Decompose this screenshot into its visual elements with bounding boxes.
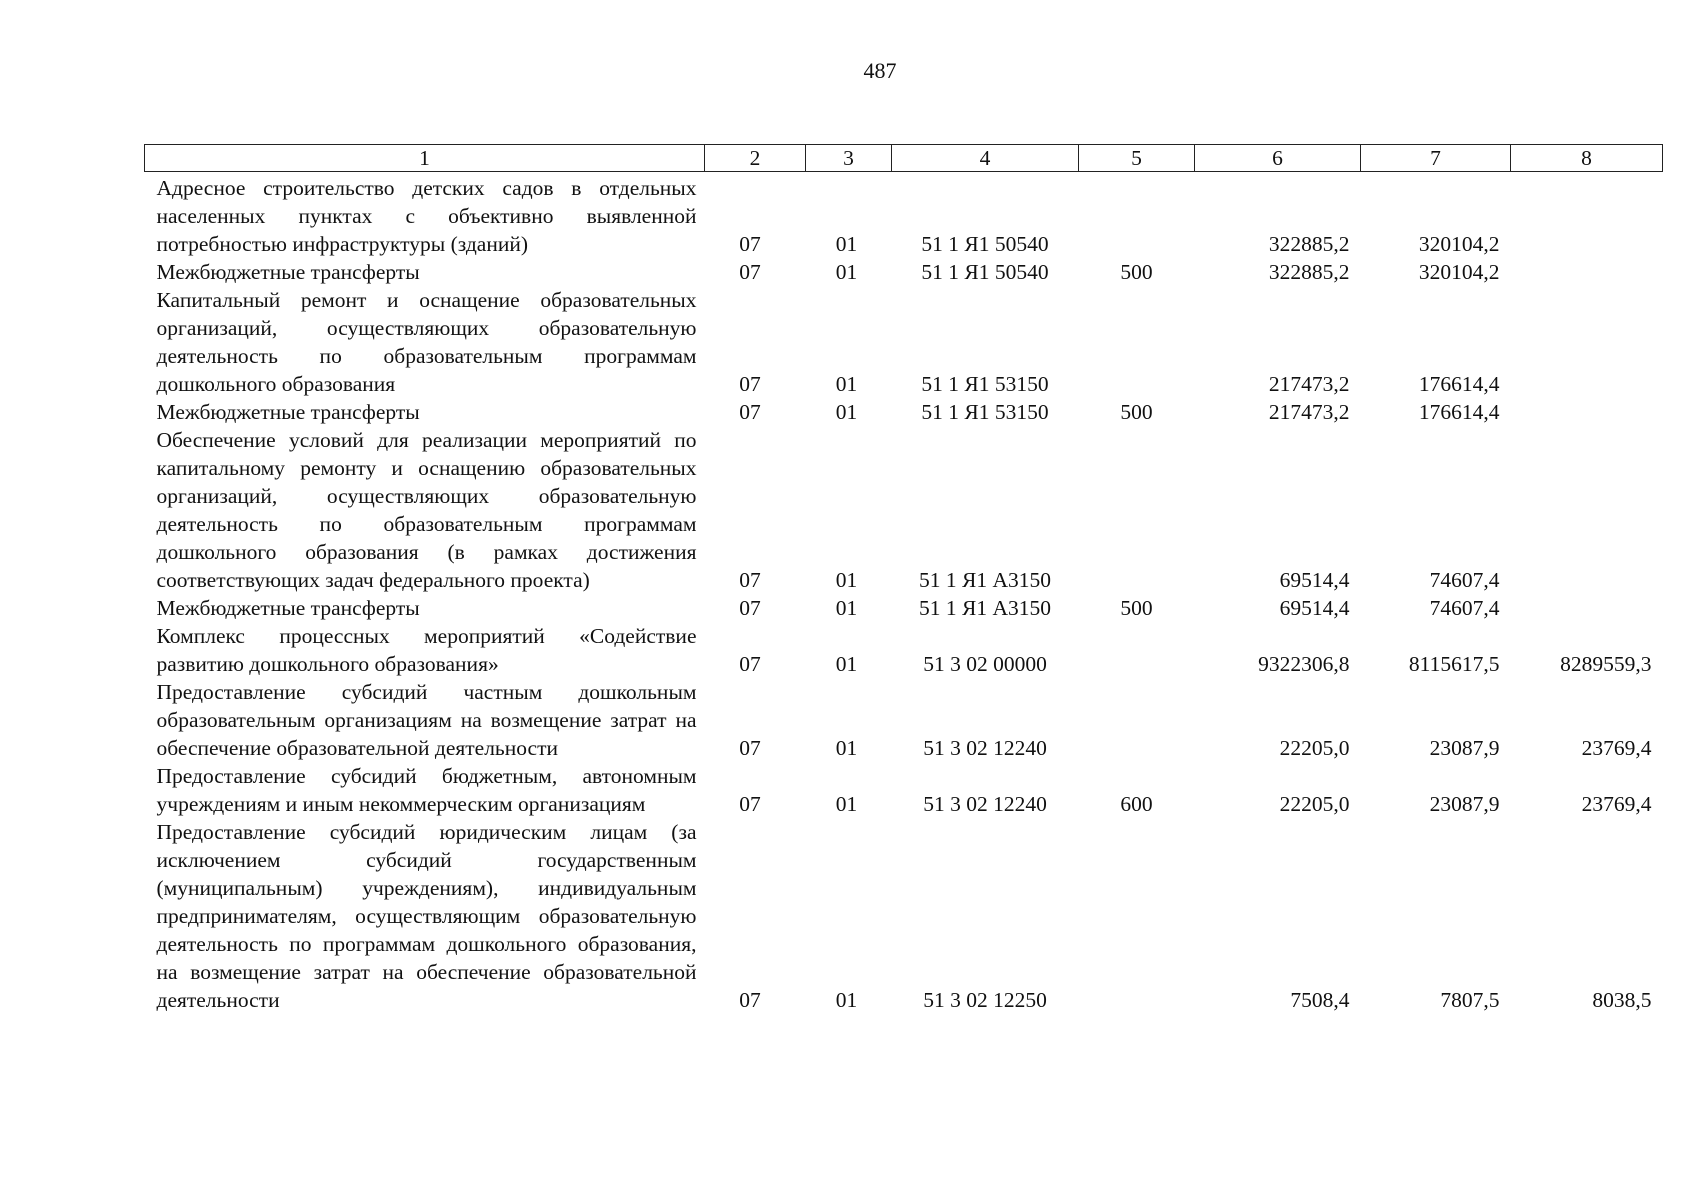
column-header: 1 [145, 145, 705, 172]
amount-col-8 [1511, 172, 1663, 259]
item-name: Межбюджетные трансферты [156, 260, 420, 284]
column-header: 2 [705, 145, 806, 172]
amount-col-8: 8038,5 [1592, 988, 1652, 1012]
section-code: 07 [739, 988, 761, 1012]
column-header: 3 [806, 145, 892, 172]
table-row [145, 678, 1663, 762]
column-header: 4 [892, 145, 1079, 172]
amount-col-8 [1511, 398, 1663, 426]
section-code: 07 [739, 400, 761, 424]
target-article-code: 51 3 02 12250 [923, 988, 1047, 1012]
amount-col-6: 22205,0 [1279, 792, 1350, 816]
amount-col-6: 217473,2 [1268, 400, 1350, 424]
target-article-code: 51 1 Я1 50540 [921, 232, 1049, 256]
column-header: 8 [1511, 145, 1663, 172]
section-code: 07 [739, 596, 761, 620]
target-article-code: 51 1 Я1 53150 [921, 400, 1049, 424]
target-article-code: 51 1 Я1 50540 [921, 260, 1049, 284]
item-name: Межбюджетные трансферты [156, 400, 420, 424]
target-article-code: 51 3 02 00000 [923, 652, 1047, 676]
item-name: Межбюджетные трансферты [156, 596, 420, 620]
amount-col-8 [1511, 258, 1663, 286]
table-row [145, 172, 1663, 259]
amount-col-8 [1511, 594, 1663, 622]
section-code: 07 [739, 260, 761, 284]
amount-col-7: 74607,4 [1429, 596, 1500, 620]
expense-type-code [1079, 622, 1195, 678]
expense-type-code [1079, 286, 1195, 398]
table-row [145, 594, 1663, 622]
subsection-code: 01 [835, 400, 858, 424]
item-name: Предоставление субсидий частным дошкольным образовательным организациям на возмещение затрат на обеспечение образовательной деятельности [156, 680, 697, 760]
subsection-code: 01 [835, 988, 858, 1012]
expense-type-code [1079, 172, 1195, 259]
amount-col-6: 217473,2 [1268, 372, 1350, 396]
table-row [145, 762, 1663, 818]
amount-col-6: 69514,4 [1279, 568, 1350, 592]
amount-col-8 [1511, 286, 1663, 398]
amount-col-6: 322885,2 [1268, 232, 1350, 256]
subsection-code: 01 [835, 596, 858, 620]
amount-col-7: 176614,4 [1418, 400, 1500, 424]
item-name: Комплекс процессных мероприятий «Содействие развитию дошкольного образования» [156, 624, 697, 676]
item-name: Адресное строительство детских садов в отдельных населенных пунктах с объективно выявленной потребностью инфраструктуры (зданий) [156, 176, 697, 256]
amount-col-6: 69514,4 [1279, 596, 1350, 620]
section-code: 07 [739, 568, 761, 592]
table-row [145, 286, 1663, 398]
target-article-code: 51 1 Я1 А3150 [919, 568, 1051, 592]
table-row [145, 426, 1663, 594]
target-article-code: 51 1 Я1 А3150 [919, 596, 1051, 620]
expense-type-code: 500 [1120, 260, 1153, 284]
section-code: 07 [739, 232, 761, 256]
amount-col-7: 7807,5 [1440, 988, 1500, 1012]
amount-col-6: 9322306,8 [1258, 652, 1350, 676]
item-name: Капитальный ремонт и оснащение образовательных организаций, осуществляющих образовательную деятельность по образовательным программам дошкольного образования [156, 288, 697, 396]
subsection-code: 01 [835, 260, 858, 284]
section-code: 07 [739, 792, 761, 816]
expense-type-code: 600 [1120, 792, 1153, 816]
column-header: 7 [1361, 145, 1511, 172]
section-code: 07 [739, 372, 761, 396]
target-article-code: 51 3 02 12240 [923, 792, 1047, 816]
amount-col-7: 23087,9 [1429, 736, 1500, 760]
amount-col-8: 23769,4 [1581, 736, 1652, 760]
target-article-code: 51 1 Я1 53150 [921, 372, 1049, 396]
header-row [145, 145, 1663, 172]
table-row [145, 258, 1663, 286]
subsection-code: 01 [835, 372, 858, 396]
page-number: 487 [863, 58, 897, 83]
item-name: Обеспечение условий для реализации мероприятий по капитальному ремонту и оснащению образовательных организаций, осуществляющих образовательную деятельность по образовательным программам дошкольного образования (в рамках достижения соответствующих задач федерального проекта) [156, 428, 697, 592]
item-name: Предоставление субсидий юридическим лицам (за исключением субсидий государственным (муниципальным) учреждениям), индивидуальным предпринимателям, осуществляющим образовательную деятельность по программам дошкольного образования, на возмещение затрат на обеспечение образовательной деятельности [156, 820, 697, 1012]
amount-col-7: 320104,2 [1418, 232, 1500, 256]
amount-col-8: 8289559,3 [1560, 652, 1652, 676]
table-row [145, 622, 1663, 678]
expense-type-code: 500 [1120, 400, 1153, 424]
amount-col-7: 320104,2 [1418, 260, 1500, 284]
subsection-code: 01 [835, 652, 858, 676]
amount-col-7: 176614,4 [1418, 372, 1500, 396]
amount-col-8 [1511, 426, 1663, 594]
expense-type-code: 500 [1120, 596, 1153, 620]
section-code: 07 [739, 736, 761, 760]
budget-table [144, 144, 1663, 1014]
column-header: 5 [1079, 145, 1195, 172]
amount-col-6: 322885,2 [1268, 260, 1350, 284]
column-header: 6 [1195, 145, 1361, 172]
expense-type-code [1079, 818, 1195, 1014]
amount-col-7: 74607,4 [1429, 568, 1500, 592]
amount-col-6: 22205,0 [1279, 736, 1350, 760]
item-name: Предоставление субсидий бюджетным, автономным учреждениям и иным некоммерческим организациям [156, 764, 697, 816]
expense-type-code [1079, 678, 1195, 762]
subsection-code: 01 [835, 232, 858, 256]
subsection-code: 01 [835, 792, 858, 816]
expense-type-code [1079, 426, 1195, 594]
target-article-code: 51 3 02 12240 [923, 736, 1047, 760]
amount-col-7: 8115617,5 [1408, 652, 1500, 676]
table-row [145, 818, 1663, 1014]
amount-col-7: 23087,9 [1429, 792, 1500, 816]
amount-col-8: 23769,4 [1581, 792, 1652, 816]
subsection-code: 01 [835, 736, 858, 760]
section-code: 07 [739, 652, 761, 676]
subsection-code: 01 [835, 568, 858, 592]
amount-col-6: 7508,4 [1290, 988, 1350, 1012]
table-row [145, 398, 1663, 426]
